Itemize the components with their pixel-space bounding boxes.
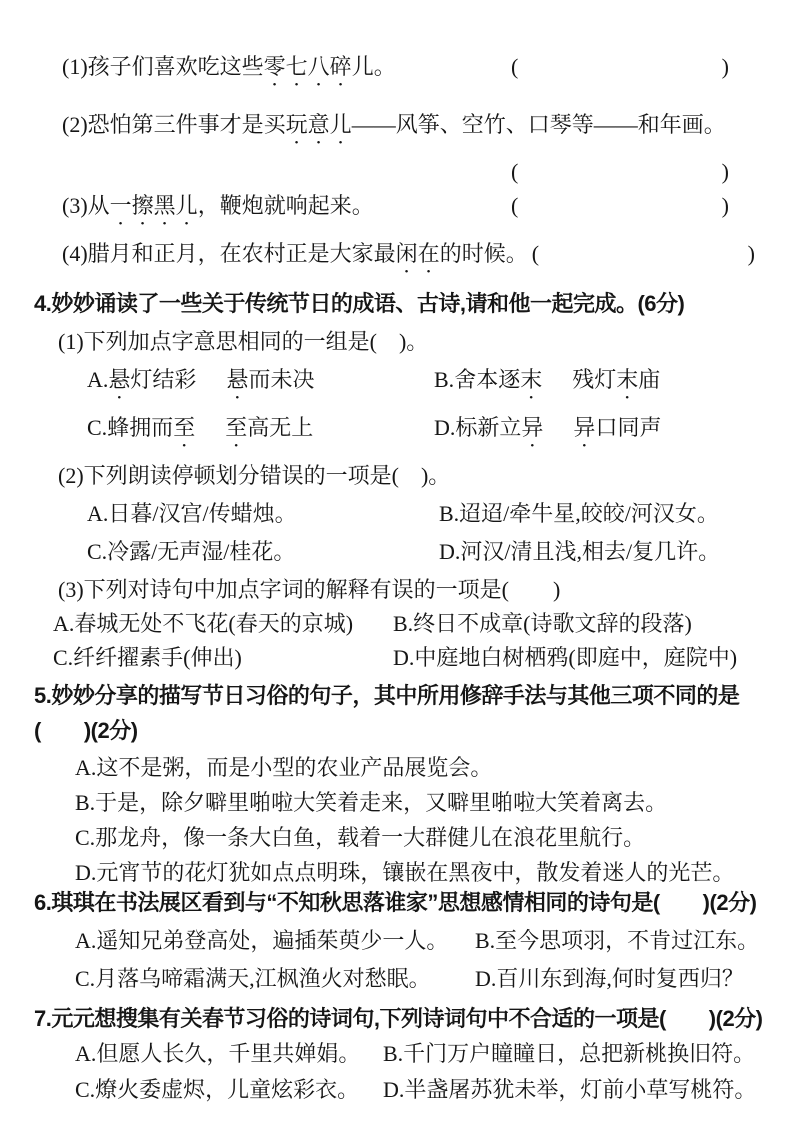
option-a: A.但愿人长久，千里共婵娟。 bbox=[75, 1041, 361, 1066]
text-segment: 从 bbox=[87, 193, 110, 218]
emphasized-word: 玩意儿 bbox=[285, 112, 352, 137]
answer-brackets[interactable] bbox=[511, 192, 729, 220]
q3-item-3 bbox=[62, 192, 769, 230]
sentence bbox=[62, 53, 396, 91]
option-c: C.燎火委虚烬，儿童炫彩衣。 bbox=[75, 1077, 360, 1102]
text-segment: 腊月和正月，在农村正是大家最 bbox=[87, 241, 396, 266]
q5-option-c: C.那龙舟，像一条大白鱼，载着一大群健儿在浪花里航行。 bbox=[75, 825, 646, 850]
text-segment: 残灯 bbox=[572, 367, 617, 392]
q6-options-row-1 bbox=[75, 927, 769, 955]
option-b: B.千门万户瞳瞳日，总把新桃换旧符。 bbox=[383, 1041, 756, 1066]
q7-stem: 7.元元想搜集有关春节习俗的诗词句,下列诗词句中不合适的一项是( )(2分) bbox=[34, 1006, 763, 1031]
text-segment: 孩子们喜欢吃这些 bbox=[87, 54, 264, 79]
q4-sub3-options-row-2 bbox=[53, 644, 769, 672]
emphasized-word: 末 bbox=[616, 367, 639, 392]
q4-sub3-stem: (3)下列对诗句中加点字词的解释有误的一项是( ) bbox=[58, 577, 561, 602]
option-c: C.纤纤擢素手(伸出) bbox=[53, 645, 242, 670]
option-a bbox=[87, 366, 434, 404]
q5-option-b: B.于是，除夕噼里啪啦大笑着走来，又噼里啪啦大笑着离去。 bbox=[75, 790, 668, 815]
option-a: A.春城无处不飞花(春天的京城) bbox=[53, 611, 354, 636]
option-label: B. bbox=[434, 367, 455, 392]
section-q7 bbox=[34, 1005, 769, 1104]
sentence bbox=[62, 240, 528, 278]
emphasized-word: 末 bbox=[520, 367, 543, 392]
text-segment: 灯结彩 bbox=[130, 367, 197, 392]
text-segment: 口同声 bbox=[595, 415, 662, 440]
bracket-close: ) bbox=[721, 54, 729, 79]
section-q3 bbox=[34, 53, 769, 278]
sentence bbox=[62, 192, 374, 230]
q7-options-row-2 bbox=[75, 1076, 769, 1104]
q3-item-2 bbox=[62, 111, 769, 149]
option-a: A.遥知兄弟登高处，遍插茱萸少一人。 bbox=[75, 928, 449, 953]
item-number: (2) bbox=[62, 112, 88, 137]
section-q6 bbox=[34, 889, 769, 993]
option-b bbox=[434, 366, 660, 404]
emphasized-word: 至 bbox=[173, 415, 196, 440]
bracket-open: ( bbox=[511, 54, 519, 79]
text-segment: 儿。 bbox=[351, 54, 396, 79]
emphasized-word: 零七八碎 bbox=[263, 54, 352, 79]
answer-brackets[interactable] bbox=[532, 240, 755, 268]
emphasized-word: 悬 bbox=[226, 367, 249, 392]
option-d: D.半盏屠苏犹未举，灯前小草写桃符。 bbox=[383, 1077, 757, 1102]
emphasized-word: 异 bbox=[573, 415, 596, 440]
item-number: (1) bbox=[62, 54, 88, 79]
option-label: D. bbox=[434, 415, 456, 440]
section-q4 bbox=[34, 290, 769, 672]
text-segment: ——风筝、空竹、口琴等——和年画。 bbox=[351, 112, 726, 137]
q3-item-1 bbox=[62, 53, 769, 91]
text-segment: 而未决 bbox=[248, 367, 315, 392]
item-number: (4) bbox=[62, 241, 88, 266]
bracket-close: ) bbox=[747, 241, 755, 266]
q7-options-row-1 bbox=[75, 1040, 769, 1068]
q4-sub1-options-row-1 bbox=[87, 366, 769, 404]
text-segment: 蜂拥而 bbox=[107, 415, 174, 440]
text-segment: 舍本逐 bbox=[454, 367, 521, 392]
text-segment: 庙 bbox=[638, 367, 661, 392]
answer-brackets[interactable] bbox=[511, 53, 729, 81]
option-b: B.迢迢/牵牛星,皎皎/河汉女。 bbox=[439, 501, 719, 526]
answer-brackets[interactable] bbox=[511, 158, 729, 186]
q3-item-2-answer-line bbox=[34, 158, 769, 186]
emphasized-word: 闲在 bbox=[395, 241, 440, 266]
q4-sub3-options-row-1 bbox=[53, 610, 769, 638]
emphasized-word: 至 bbox=[225, 415, 248, 440]
q5-option-a: A.这不是粥，而是小型的农业产品展览会。 bbox=[75, 755, 493, 780]
option-d: D.河汉/清且浅,相去/复几许。 bbox=[439, 539, 721, 564]
option-b: B.至今思项羽，不肯过江东。 bbox=[475, 928, 760, 953]
q6-options-row-2 bbox=[75, 965, 769, 993]
item-number: (3) bbox=[62, 193, 88, 218]
option-c: C.冷露/无声湿/桂花。 bbox=[87, 539, 296, 564]
q4-sub1-options-row-2 bbox=[87, 414, 769, 452]
option-d bbox=[434, 414, 661, 452]
option-c: C.月落乌啼霜满天,江枫渔火对愁眠。 bbox=[75, 966, 431, 991]
bracket-close: ) bbox=[721, 159, 729, 184]
option-b: B.终日不成章(诗歌文辞的段落) bbox=[393, 611, 692, 636]
option-c bbox=[87, 414, 434, 452]
q5-stem-line-2-answer-brackets[interactable]: ( )(2分) bbox=[34, 718, 138, 743]
option-label: C. bbox=[87, 415, 108, 440]
q3-item-4 bbox=[62, 240, 769, 278]
q4-stem: 4.妙妙诵读了一些关于传统节日的成语、古诗,请和他一起完成。(6分) bbox=[34, 291, 685, 316]
bracket-open: ( bbox=[511, 193, 519, 218]
section-q5 bbox=[34, 682, 769, 887]
q4-sub2-options-row-2 bbox=[87, 538, 769, 566]
q5-option-d: D.元宵节的花灯犹如点点明珠，镶嵌在黑夜中，散发着迷人的光芒。 bbox=[75, 860, 735, 885]
q4-sub2-options-row-1 bbox=[87, 500, 769, 528]
q5-stem-line-1: 5.妙妙分享的描写节日习俗的句子，其中所用修辞手法与其他三项不同的是 bbox=[34, 683, 740, 708]
text-segment: 高无上 bbox=[247, 415, 314, 440]
text-segment: ，鞭炮就响起来。 bbox=[197, 193, 374, 218]
text-segment: 的时候。 bbox=[439, 241, 528, 266]
bracket-close: ) bbox=[721, 193, 729, 218]
text-segment: 恐怕第三件事才是买 bbox=[87, 112, 286, 137]
option-d: D.百川东到海,何时复西归？ bbox=[475, 966, 744, 991]
option-a: A.日暮/汉宫/传蜡烛。 bbox=[87, 501, 297, 526]
bracket-open: ( bbox=[511, 159, 519, 184]
q6-stem: 6.琪琪在书法展区看到与“不知秋思落谁家”思想感情相同的诗句是( )(2分) bbox=[34, 890, 757, 915]
q4-sub1-stem: (1)下列加点字意思相同的一组是( )。 bbox=[58, 329, 429, 354]
bracket-open: ( bbox=[531, 241, 540, 266]
q4-sub2-stem: (2)下列朗读停顿划分错误的一项是( )。 bbox=[58, 463, 451, 488]
option-d: D.中庭地白树栖鸦(即庭中，庭院中) bbox=[393, 645, 738, 670]
emphasized-word: 异 bbox=[521, 415, 544, 440]
text-segment: 标新立 bbox=[455, 415, 522, 440]
emphasized-word: 悬 bbox=[108, 367, 131, 392]
option-label: A. bbox=[87, 367, 109, 392]
emphasized-word: 一擦黑儿 bbox=[109, 193, 198, 218]
